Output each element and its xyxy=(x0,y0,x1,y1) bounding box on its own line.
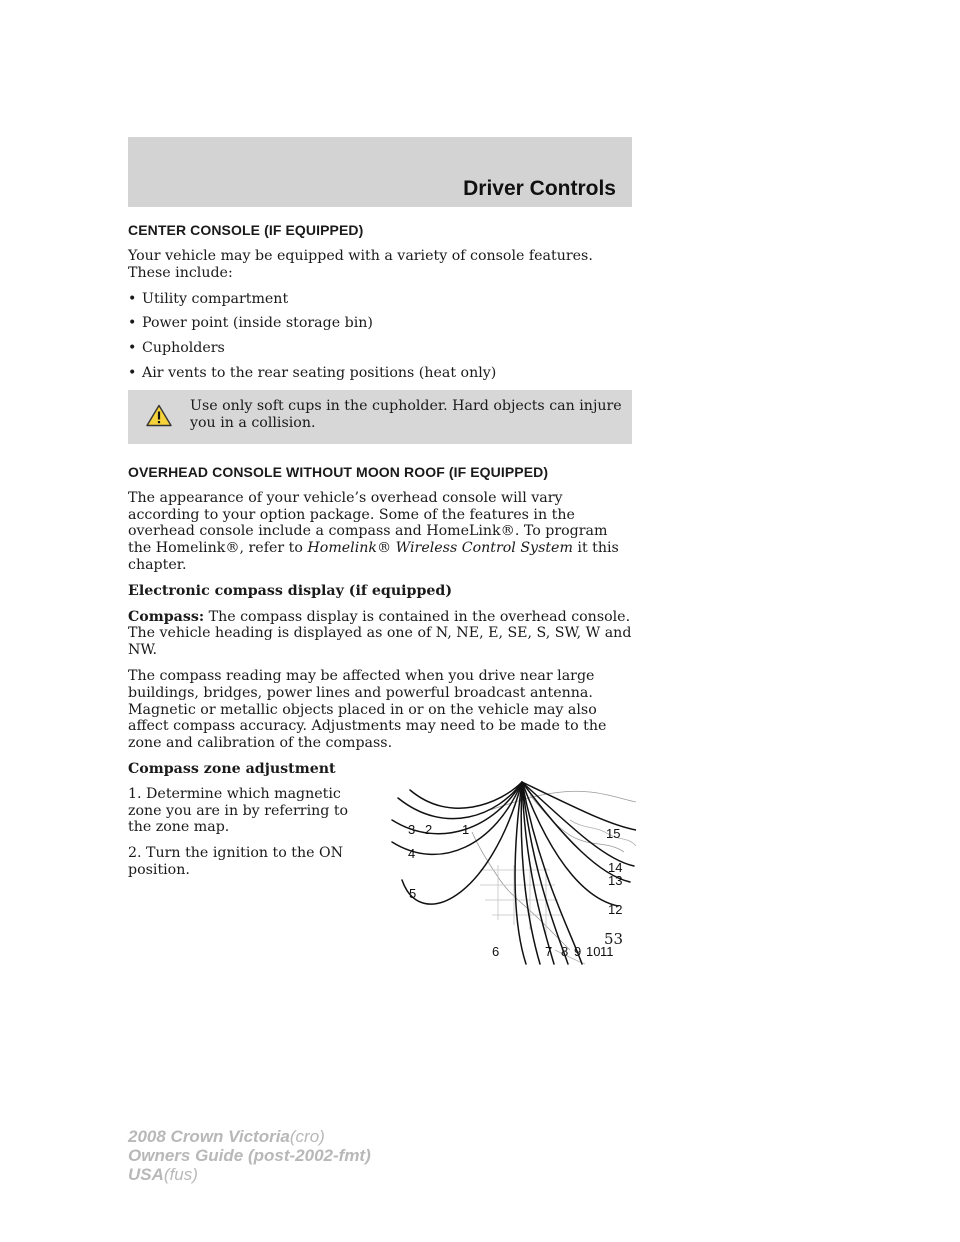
footer-line-2: Owners Guide (post-2002-fmt) xyxy=(128,1146,371,1165)
list-item: • Cupholders xyxy=(128,340,632,357)
zone-label: 9 xyxy=(574,943,582,959)
zone-label: 15 xyxy=(606,825,621,841)
compass-text: The compass display is contained in the overhead console. The vehicle heading is displayed as one of N, NE, E, SE, S, SW, W and NW. xyxy=(128,608,632,659)
compass-reading-paragraph: The compass reading may be affected when you drive near large buildings, bridges, power lines and powerful broadcast antenna. Magnetic or metallic objects placed in or on the vehicle may also affect compass accuracy. Adjustments may need to be made to the zone and calibration of the compass. xyxy=(128,667,607,752)
zone-label: 5 xyxy=(409,885,417,901)
compass-label: Compass: xyxy=(128,608,205,625)
zone-label: 2 xyxy=(425,821,433,837)
zone-label: 8 xyxy=(561,943,569,959)
intro-text: The appearance of your vehicle’s overhead console will vary according to your option package. Some of the features in the overhead console include a compass and HomeLink®. To program the Homelink®, refer to xyxy=(128,489,608,557)
footer-title: USA xyxy=(128,1165,164,1184)
compass-paragraph xyxy=(128,609,632,659)
overhead-console-heading: OVERHEAD CONSOLE WITHOUT MOON ROOF (IF EQUIPPED) xyxy=(128,463,549,480)
zone-adjustment-heading: Compass zone adjustment xyxy=(128,760,336,777)
compass-zone-map xyxy=(380,780,636,968)
header-band xyxy=(128,137,632,207)
zone-label: 14 xyxy=(608,859,623,875)
warning-triangle-icon xyxy=(146,404,174,431)
center-console-intro: Your vehicle may be equipped with a variety of console features. These include: xyxy=(128,248,593,281)
intro-text-end: it this chapter. xyxy=(128,540,619,573)
zone-steps xyxy=(128,786,366,888)
page-content xyxy=(128,222,632,966)
zone-label: 3 xyxy=(408,821,416,837)
step-1: 1. Determine which magnetic zone you are in by referring to the zone map. xyxy=(128,785,349,836)
center-console-heading: CENTER CONSOLE (IF EQUIPPED) xyxy=(128,222,364,238)
footer-code: (fus) xyxy=(163,1165,198,1184)
warning-box xyxy=(128,390,632,444)
zone-adjustment-section xyxy=(128,786,632,966)
page-number: 53 xyxy=(604,930,624,948)
overhead-console-intro xyxy=(128,490,632,574)
section-title: Driver Controls xyxy=(463,177,616,200)
list-item: • Utility compartment xyxy=(128,291,632,308)
zone-label: 10 xyxy=(586,943,601,959)
zone-label: 6 xyxy=(492,943,500,959)
homelink-reference: Homelink® Wireless Control System xyxy=(307,540,573,557)
console-feature-list xyxy=(128,291,632,382)
zone-label: 4 xyxy=(408,845,416,861)
list-item: • Air vents to the rear seating positions (heat only) xyxy=(128,365,632,382)
zone-label: 13 xyxy=(608,872,623,888)
zone-label: 1 xyxy=(462,821,470,837)
footer-line-3 xyxy=(128,1165,371,1184)
compass-heading: Electronic compass display (if equipped) xyxy=(128,582,453,599)
zone-label: 11 xyxy=(600,943,614,959)
footer xyxy=(128,1127,371,1184)
list-item: • Power point (inside storage bin) xyxy=(128,315,632,332)
zone-label: 12 xyxy=(608,901,623,917)
footer-code: (cro) xyxy=(289,1127,325,1146)
step-2: 2. Turn the ignition to the ON position. xyxy=(128,845,344,878)
footer-line-1 xyxy=(128,1127,371,1146)
warning-text: Use only soft cups in the cupholder. Hard objects can injure you in a collision. xyxy=(190,397,622,431)
zone-label: 7 xyxy=(545,943,553,959)
footer-title: 2008 Crown Victoria xyxy=(128,1127,290,1146)
